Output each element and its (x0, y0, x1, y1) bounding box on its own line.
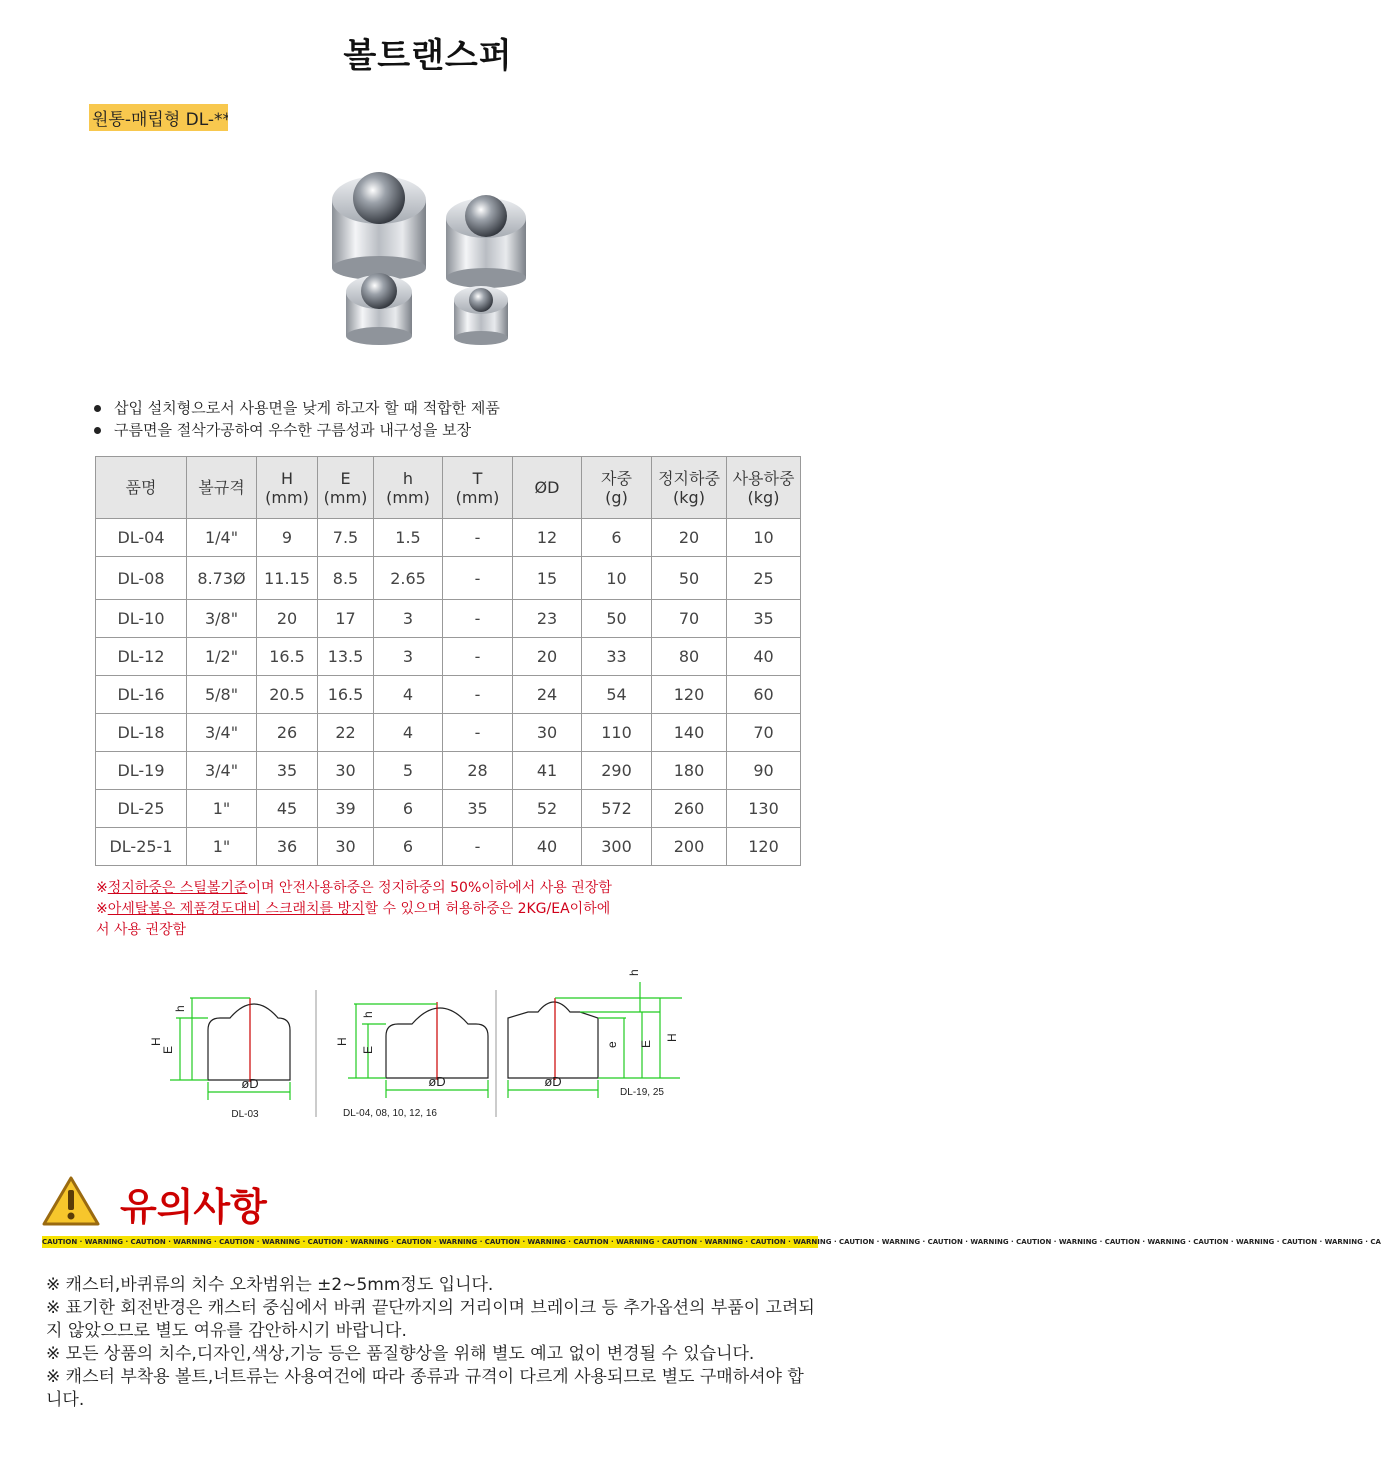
table-header-row (96, 457, 801, 519)
table-cell: 1" (187, 828, 257, 866)
table-cell: 120 (652, 676, 727, 714)
header-working-load: 사용하중 (kg) (727, 457, 801, 519)
table-cell: 3/4" (187, 752, 257, 790)
table-cell: 110 (582, 714, 652, 752)
table-row (96, 557, 801, 600)
table-cell: 52 (513, 790, 582, 828)
table-cell: DL-25-1 (96, 828, 187, 866)
table-cell: 70 (652, 600, 727, 638)
label-E: E (639, 1039, 653, 1048)
table-cell: 8.5 (318, 557, 374, 600)
table-row (96, 790, 801, 828)
table-cell: 54 (582, 676, 652, 714)
table-cell: 20 (652, 519, 727, 557)
caution-title: 유의사항 (120, 1185, 267, 1229)
header-h: h (mm) (374, 457, 443, 519)
table-cell: 1" (187, 790, 257, 828)
table-cell: 26 (257, 714, 318, 752)
table-cell: 300 (582, 828, 652, 866)
table-cell: 22 (318, 714, 374, 752)
table-cell: 2.65 (374, 557, 443, 600)
table-cell: 3/8" (187, 600, 257, 638)
table-cell: 11.15 (257, 557, 318, 600)
roller-large-2 (446, 195, 526, 288)
note-line: ※정지하중은 스틸볼기준이며 안전사용하중은 정지하중의 50%이하에서 사용 권장함 (96, 880, 612, 896)
table-cell: 35 (443, 790, 513, 828)
notice-item: ※ 캐스터,바퀴류의 치수 오차범위는 ±2~5mm정도 입니다. (46, 1275, 494, 1295)
header-model: 품명 (96, 457, 187, 519)
table-cell: 20 (257, 600, 318, 638)
label-H: H (149, 1037, 163, 1046)
feature-item: 구름면을 절삭가공하여 우수한 구름성과 내구성을 보장 (92, 419, 500, 441)
diameter-label: øD (544, 1074, 562, 1089)
drawing-caption: DL-19, 25 (620, 1087, 664, 1098)
product-subtitle: 원통-매립형 DL-** (스틸볼 또는 아세탈볼-선택) (89, 104, 450, 131)
table-cell: 41 (513, 752, 582, 790)
header-static-load: 정지하중 (kg) (652, 457, 727, 519)
table-cell: 9 (257, 519, 318, 557)
table-cell: 572 (582, 790, 652, 828)
table-cell: 30 (513, 714, 582, 752)
table-cell: 20.5 (257, 676, 318, 714)
table-cell: DL-19 (96, 752, 187, 790)
table-cell: 23 (513, 600, 582, 638)
table-cell: - (443, 519, 513, 557)
header-weight: 자중 (g) (582, 457, 652, 519)
table-cell: 200 (652, 828, 727, 866)
label-H: H (335, 1037, 349, 1046)
product-photo (228, 100, 632, 406)
table-cell: 140 (652, 714, 727, 752)
table-cell: 35 (727, 600, 801, 638)
note-line: ※아세탈볼은 제품경도대비 스크래치를 방지할 수 있으며 허용하중은 2KG/EA이하에 (96, 901, 611, 917)
drawing-dl-19-25 (508, 982, 682, 1098)
label-h: h (361, 1011, 375, 1018)
table-cell: 50 (582, 600, 652, 638)
note-line: 서 사용 권장함 (96, 922, 187, 938)
label-e: e (605, 1041, 619, 1048)
table-cell: 20 (513, 638, 582, 676)
label-E: E (161, 1045, 175, 1054)
table-cell: 3/4" (187, 714, 257, 752)
table-row (96, 752, 801, 790)
warning-icon (44, 1178, 98, 1224)
table-cell: 5 (374, 752, 443, 790)
table-cell: 33 (582, 638, 652, 676)
table-cell: 30 (318, 828, 374, 866)
table-cell: 8.73Ø (187, 557, 257, 600)
table-cell: 180 (652, 752, 727, 790)
notice-list (46, 1274, 816, 1412)
table-cell: 30 (318, 752, 374, 790)
label-E: E (361, 1045, 375, 1054)
table-cell: 40 (727, 638, 801, 676)
label-h: h (173, 1005, 187, 1012)
diameter-label: øD (428, 1074, 446, 1089)
roller-small-2 (454, 286, 508, 345)
notice-item: ※ 모든 상품의 치수,디자인,색상,기능 등은 품질향상을 위해 별도 예고 없이 변경될 수 있습니다. (46, 1344, 755, 1364)
table-cell: - (443, 600, 513, 638)
table-cell: 25 (727, 557, 801, 600)
diameter-label: øD (241, 1076, 259, 1091)
label-H: H (665, 1033, 679, 1042)
caution-tape: CAUTION · WARNING · CAUTION · WARNING · CAUTION · WARNING · CAUTION · WARNING · CAUTION · WARNING · CAUTION · WARNING · CAUTION · WARNING · CAUTION · WARNING · CAUTION · WARNING · CAUTION · WARNING · CAUTION · WARNING · CAUTION · WARNING · CAUTION · WARNING · CAUTION · WARNING · CAUTION · WARNING · CA (42, 1238, 1381, 1246)
table-cell: DL-08 (96, 557, 187, 600)
drawing-caption: DL-03 (231, 1109, 259, 1120)
table-cell: DL-18 (96, 714, 187, 752)
header-diameter: ØD (513, 457, 582, 519)
table-cell: 7.5 (318, 519, 374, 557)
header-ball-size: 볼규격 (187, 457, 257, 519)
table-cell: 90 (727, 752, 801, 790)
table-cell: 10 (582, 557, 652, 600)
header-E: E (mm) (318, 457, 374, 519)
spec-table (95, 456, 801, 866)
table-row (96, 600, 801, 638)
table-cell: 6 (374, 828, 443, 866)
table-cell: 15 (513, 557, 582, 600)
header-T: T (mm) (443, 457, 513, 519)
table-cell: 28 (443, 752, 513, 790)
notice-item: ※ 캐스터 부착용 볼트,너트류는 사용여건에 따라 종류과 규격이 다르게 사용되므로 별도 구매하셔야 합니다. (46, 1367, 804, 1410)
drawing-dl-03 (170, 998, 290, 1100)
load-notes (96, 878, 676, 941)
table-cell: 36 (257, 828, 318, 866)
table-cell: 45 (257, 790, 318, 828)
table-cell: 120 (727, 828, 801, 866)
table-cell: - (443, 828, 513, 866)
table-cell: DL-25 (96, 790, 187, 828)
roller-large-1 (332, 172, 426, 280)
drawing-caption: DL-04, 08, 10, 12, 16 (343, 1108, 437, 1119)
notice-item: ※ 표기한 회전반경은 캐스터 중심에서 바퀴 끝단까지의 거리이며 브레이크 등 추가옵션의 부품이 고려되지 않았으므로 별도 여유를 감안하시기 바랍니다. (46, 1298, 815, 1341)
table-cell: 5/8" (187, 676, 257, 714)
table-cell: 290 (582, 752, 652, 790)
table-cell: 60 (727, 676, 801, 714)
table-cell: 39 (318, 790, 374, 828)
table-cell: 16.5 (318, 676, 374, 714)
label-h: h (627, 969, 641, 976)
table-row (96, 638, 801, 676)
table-cell: 260 (652, 790, 727, 828)
table-cell: 1.5 (374, 519, 443, 557)
table-cell: 10 (727, 519, 801, 557)
table-cell: 17 (318, 600, 374, 638)
table-cell: 70 (727, 714, 801, 752)
table-row (96, 828, 801, 866)
table-cell: 24 (513, 676, 582, 714)
table-cell: DL-04 (96, 519, 187, 557)
table-cell: - (443, 638, 513, 676)
table-cell: 3 (374, 600, 443, 638)
table-cell: 50 (652, 557, 727, 600)
table-cell: 1/4" (187, 519, 257, 557)
table-cell: - (443, 557, 513, 600)
table-cell: 4 (374, 676, 443, 714)
table-cell: 35 (257, 752, 318, 790)
table-cell: 1/2" (187, 638, 257, 676)
feature-item: 삽입 설치형으로서 사용면을 낮게 하고자 할 때 적합한 제품 (92, 397, 500, 419)
table-cell: 130 (727, 790, 801, 828)
table-cell: 6 (582, 519, 652, 557)
table-cell: DL-12 (96, 638, 187, 676)
table-row (96, 519, 801, 557)
table-cell: 12 (513, 519, 582, 557)
table-cell: 3 (374, 638, 443, 676)
table-cell: 4 (374, 714, 443, 752)
table-row (96, 714, 801, 752)
feature-list (92, 397, 500, 441)
header-H: H (mm) (257, 457, 318, 519)
table-cell: DL-16 (96, 676, 187, 714)
table-cell: 13.5 (318, 638, 374, 676)
table-cell: 16.5 (257, 638, 318, 676)
roller-small-1 (346, 273, 412, 345)
table-cell: - (443, 676, 513, 714)
table-row (96, 676, 801, 714)
table-cell: DL-10 (96, 600, 187, 638)
table-cell: - (443, 714, 513, 752)
table-cell: 80 (652, 638, 727, 676)
dimension-drawings (150, 962, 690, 1127)
table-cell: 6 (374, 790, 443, 828)
page-title: 볼트랜스퍼 (343, 36, 513, 76)
table-cell: 40 (513, 828, 582, 866)
